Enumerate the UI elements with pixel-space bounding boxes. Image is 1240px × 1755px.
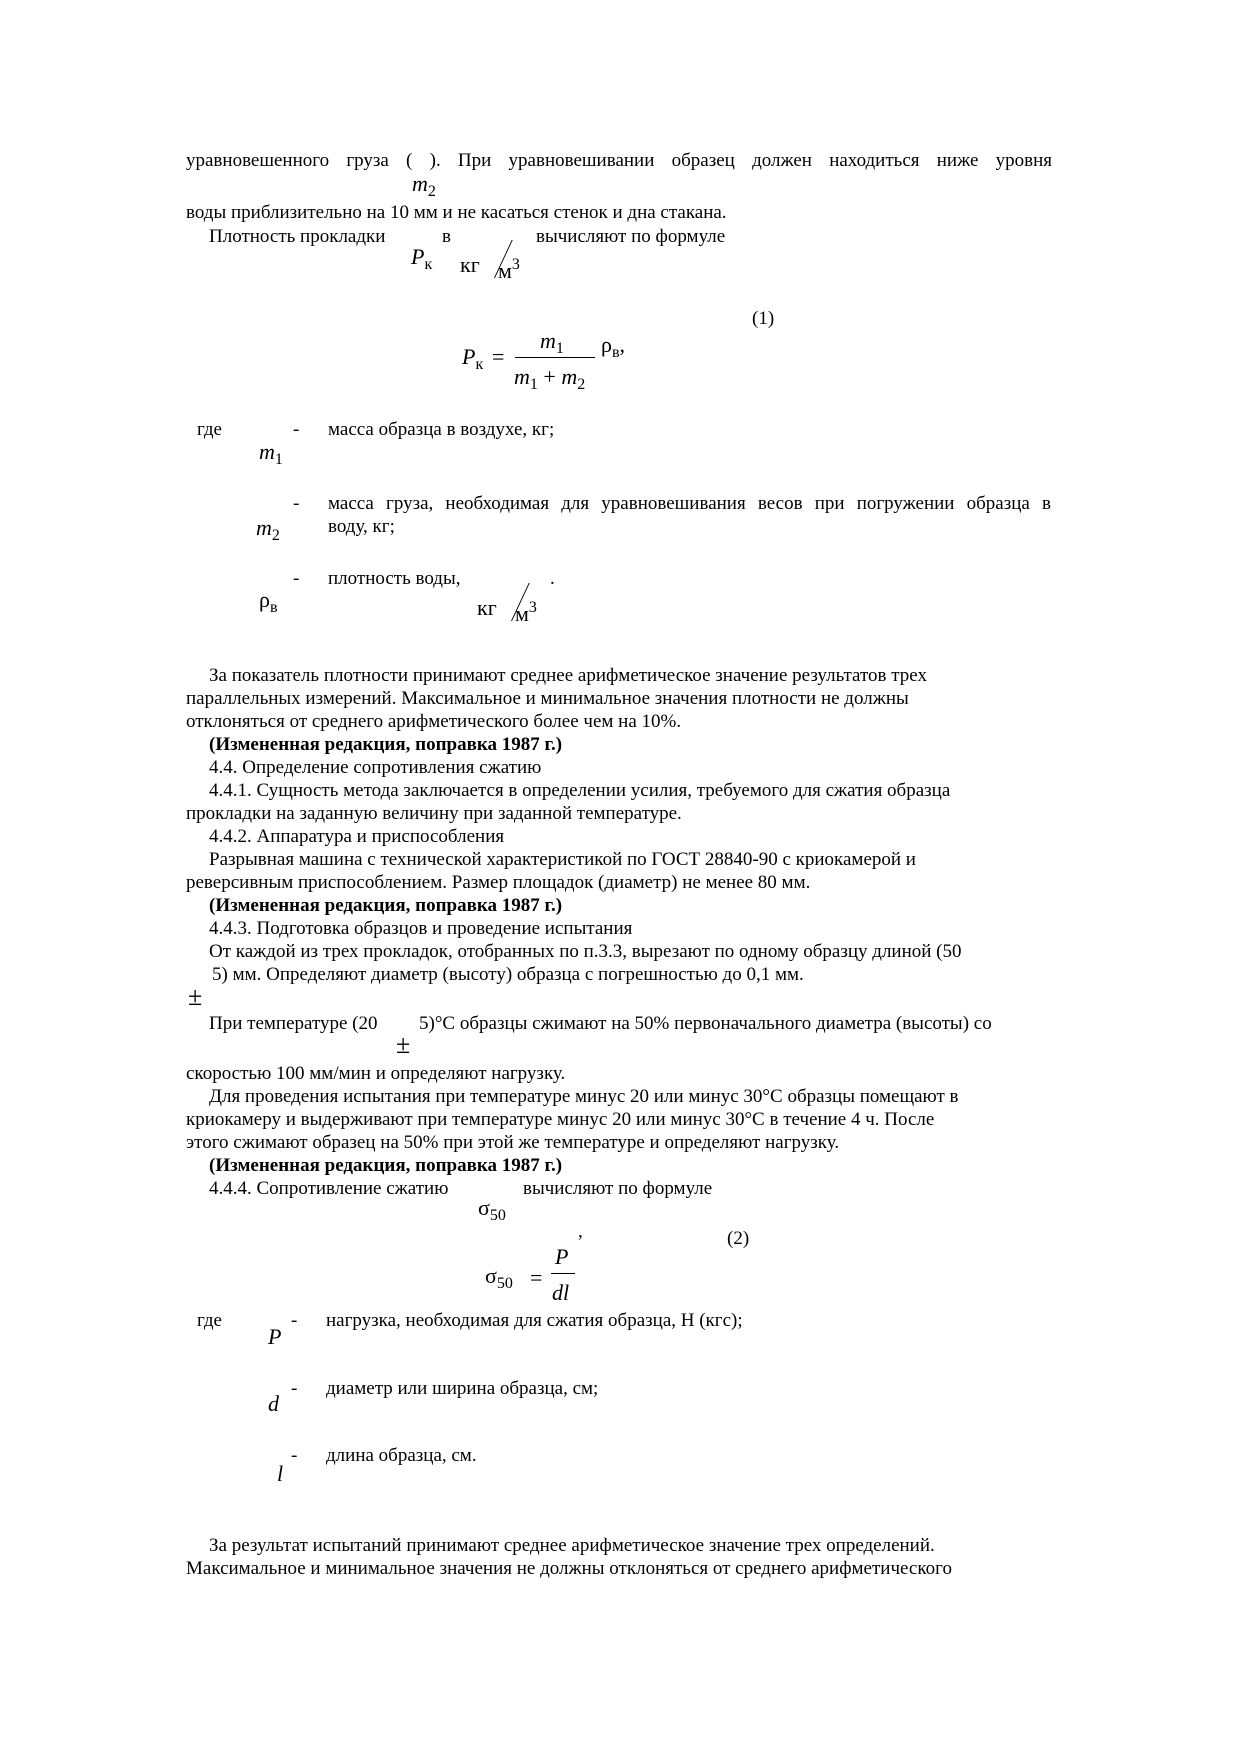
definition-text: масса образца в воздухе, кг;	[328, 419, 555, 440]
variable-m1: $m_1$	[259, 439, 283, 468]
paragraph-line: 5) мм. Определяют диаметр (высоту) образца с погрешностью до 0,1 мм.	[212, 964, 804, 985]
formula2-numerator: P	[555, 1244, 569, 1269]
amendment-note: (Измененная редакция, поправка 1987 г.)	[209, 895, 563, 916]
formula1-rho: $\rho_в$,	[601, 332, 626, 361]
definition-text: воду, кг;	[328, 516, 395, 537]
section-heading: 4.4.3. Подготовка образцов и проведение испытания	[209, 918, 633, 939]
amendment-note: (Измененная редакция, поправка 1987 г.)	[209, 734, 563, 755]
paragraph-line: Разрывная машина с технической характеристикой по ГОСТ 28840-90 с криокамерой и	[209, 849, 916, 870]
period: .	[550, 568, 555, 589]
text-fragment: При температуре (20	[209, 1013, 378, 1034]
unit-m3: $м^3$	[498, 256, 520, 283]
comma: ,	[578, 1221, 583, 1242]
section-heading: 4.4.2. Аппаратура и приспособления	[209, 826, 505, 847]
variable-m2: $m_2$	[256, 515, 280, 544]
definition-text: длина образца, см.	[326, 1445, 477, 1466]
amendment-note: (Измененная редакция, поправка 1987 г.)	[209, 1155, 563, 1176]
paragraph-line: реверсивным приспособлением. Размер площадок (диаметр) не менее 80 мм.	[186, 872, 811, 893]
paragraph-line: криокамеру и выдерживают при температуре минус 20 или минус 30°С в течение 4 ч. После	[186, 1109, 935, 1130]
unit-kg: кг	[477, 595, 497, 620]
definition-text: нагрузка, необходимая для сжатия образца, Н (кгс);	[326, 1310, 743, 1331]
paragraph-line: параллельных измерений. Максимальное и минимальное значения плотности не должны	[186, 688, 909, 709]
variable-P: P	[268, 1324, 282, 1349]
formula2-lhs: $\sigma_{50}$	[485, 1263, 513, 1292]
fraction-bar	[551, 1273, 575, 1274]
formula1-denominator: $m_1 + m_2$	[514, 364, 586, 393]
formula1-equals: =	[492, 344, 505, 369]
paragraph-line: За результат испытаний принимают среднее арифметическое значение трех определений.	[209, 1535, 935, 1556]
definition-text: диаметр или ширина образца, см;	[326, 1378, 599, 1399]
paragraph-line: 4.4.1. Сущность метода заключается в определении усилия, требуемого для сжатия образца	[209, 780, 951, 801]
formula1-lhs: $P_к$	[462, 344, 484, 373]
plus-minus-sign: ±	[188, 982, 203, 1011]
dash: -	[293, 568, 300, 589]
where-label: где	[197, 419, 222, 440]
formula-number: (1)	[752, 308, 775, 329]
paragraph-line: скоростью 100 мм/мин и определяют нагрузку.	[186, 1063, 566, 1084]
definition-text: плотность воды,	[328, 568, 461, 589]
formula2-equals: =	[530, 1265, 543, 1290]
variable-pk: $P_к$	[411, 244, 433, 273]
variable-l: l	[277, 1461, 284, 1486]
variable-m2: $m_2$	[412, 171, 436, 200]
dash: -	[291, 1310, 298, 1331]
text-fragment: в	[442, 226, 451, 247]
definition-text: масса груза, необходимая для уравновешивания весов при погружении образца в	[328, 493, 1051, 514]
text-fragment: Плотность прокладки	[209, 226, 386, 247]
formula1-numerator: $m_1$	[540, 328, 564, 357]
dash: -	[291, 1378, 298, 1399]
paragraph-line: отклоняться от среднего арифметического более чем на 10%.	[186, 711, 682, 732]
dash: -	[293, 419, 300, 440]
paragraph-line: уравновешенного груза ( ). При уравновешивании образец должен находиться ниже уровня	[186, 150, 1052, 171]
unit-kg: кг	[460, 252, 480, 277]
paragraph-line: От каждой из трех прокладок, отобранных по п.3.3, вырезают по одному образцу длиной (50	[209, 941, 962, 962]
where-label: где	[197, 1310, 222, 1331]
paragraph-line: За показатель плотности принимают среднее арифметическое значение результатов трех	[209, 665, 927, 686]
text-fragment: вычисляют по формуле	[536, 226, 726, 247]
paragraph-line: Для проведения испытания при температуре минус 20 или минус 30°С образцы помещают в	[209, 1086, 959, 1107]
plus-minus-sign: ±	[396, 1030, 411, 1059]
text-fragment: 5)°С образцы сжимают на 50% первоначального диаметра (высоты) со	[419, 1013, 992, 1034]
paragraph-line: прокладки на заданную величину при заданной температуре.	[186, 803, 682, 824]
dash: -	[293, 493, 300, 514]
unit-m3: $м^3$	[515, 599, 537, 626]
dash: -	[291, 1445, 298, 1466]
formula-number: (2)	[727, 1228, 750, 1249]
formula2-denominator: dl	[552, 1280, 570, 1305]
variable-sigma50: $\sigma_{50}$	[478, 1195, 506, 1224]
text-fragment: 4.4.4. Сопротивление сжатию	[209, 1178, 449, 1199]
paragraph-line: этого сжимают образец на 50% при этой же температуре и определяют нагрузку.	[186, 1132, 840, 1153]
text-fragment: вычисляют по формуле	[523, 1178, 713, 1199]
variable-rho: $\rho_в$	[259, 587, 278, 616]
variable-d: d	[268, 1391, 279, 1416]
paragraph-line: воды приблизительно на 10 мм и не касаться стенок и дна стакана.	[186, 202, 727, 223]
section-heading: 4.4. Определение сопротивления сжатию	[209, 757, 542, 778]
fraction-bar	[515, 357, 595, 358]
paragraph-line: Максимальное и минимальное значения не должны отклоняться от среднего арифметического	[186, 1558, 952, 1579]
